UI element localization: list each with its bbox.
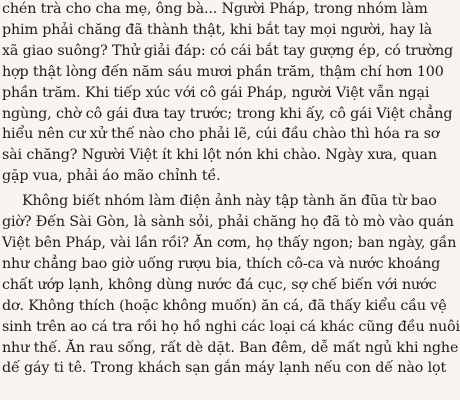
text-line: phần trăm. Khi tiếp xúc với cô gái Pháp, người Việt vẫn ngại (2, 84, 430, 101)
text-line: giờ? Đến Sài Gòn, là sành sỏi, phải chăng họ đã tò mò vào quán (2, 214, 454, 231)
text-line: phim phải chăng đã thành thật, khi bắt tay mọi người, hay là (2, 21, 433, 38)
text-line: như chẳng bao giờ uống rượu bia, thích cô-ca và nước khoáng (2, 255, 441, 272)
text-line: ngùng, chờ cô gái đưa tay trước; trong khi ấy, cô gái Việt chẳng (2, 105, 453, 122)
text-line: xã giao suông? Thử giải đáp: có cái bắt tay gượng ép, có trường (2, 42, 454, 59)
text-line: dơ. Không thích (hoặc không muốn) ăn cá, đã thấy kiểu cầu vệ (2, 297, 447, 314)
text-line: sinh trên ao cá tra rồi họ hồ nghi các loại cá khác cũng đều nuôi (2, 318, 460, 335)
text-line: gặp vua, phải áo mão chỉnh tề. (2, 168, 221, 185)
paragraph (2, 0, 454, 187)
text-line: hợp thật lòng đến năm sáu mươi phần trăm, thậm chí hơn 100 (2, 63, 444, 80)
body-text (2, 0, 460, 379)
text-line: sài chăng? Người Việt ít khi lột nón khi chào. Ngày xưa, quan (2, 147, 437, 164)
text-line: Không biết nhóm làm điện ảnh này tập tành ăn đũa từ bao (22, 193, 437, 210)
text-line: dế gáy ti tê. Trong khách sạn gắn máy lạnh nếu con dế nào lọt (2, 360, 447, 377)
text-line: hiểu nên cư xử thế nào cho phải lẽ, cúi đầu chào thì hóa ra sơ (2, 126, 440, 143)
text-line: như thế. Ăn rau sống, rất dè dặt. Ban đêm, dễ mất ngủ khi nghe (2, 339, 459, 356)
text-line: chất ướp lạnh, không dùng nước đá cục, sợ chế biến với nước (2, 276, 437, 293)
text-line: chén trà cho cha mẹ, ông bà... Người Pháp, trong nhóm làm (2, 1, 428, 17)
paragraph (2, 191, 460, 379)
text-line: Việt bên Pháp, vài lần rồi? Ăn cơm, họ thấy ngon; ban ngày, gần (2, 234, 457, 251)
